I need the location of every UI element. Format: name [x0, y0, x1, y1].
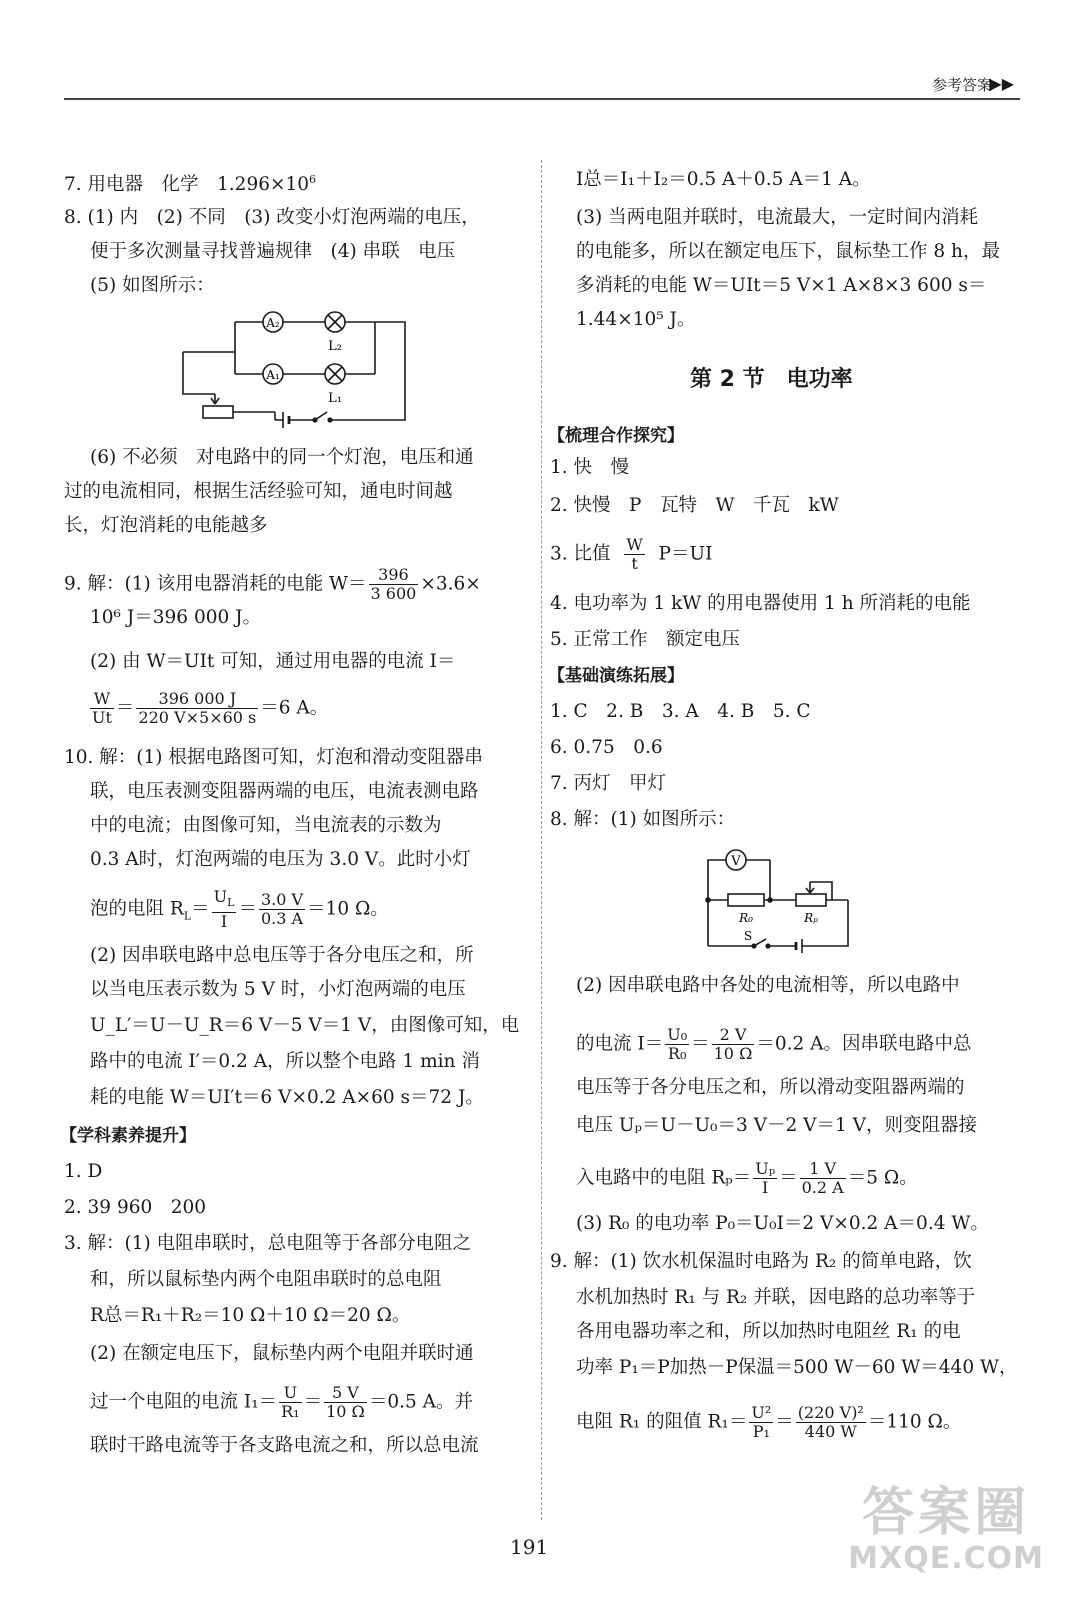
- answer-8-6-line-3: 长，灯泡消耗的电能越多: [64, 515, 268, 536]
- section-heading-review: 【梳理合作探究】: [548, 426, 684, 446]
- review-answer-1: 1. 快 慢: [550, 457, 630, 478]
- header-label: 参考答案: [931, 76, 992, 94]
- answer-10-line-7: 以当电压表示数为 5 V 时，小灯泡两端的电压: [90, 979, 466, 1000]
- page-number: 191: [510, 1535, 549, 1559]
- fraction: $\frac{396}{3 600}$: [370, 565, 417, 603]
- practice-answer-6: 6. 0.75 0.6: [550, 737, 663, 758]
- practice-answer-9-line-3: 各用电器功率之和，所以加热时电阻丝 R₁ 的电: [576, 1321, 961, 1342]
- header-arrow-icon: ▶▶: [989, 74, 1014, 93]
- literacy-answer-2: 2. 39 960 200: [64, 1197, 207, 1218]
- column-divider: [541, 160, 542, 1520]
- answer-10-line-2: 联，电压表测变阻器两端的电压，电流表测电路: [90, 781, 479, 802]
- practice-answer-8-line-3: 的电流 I＝ $\frac{\text{U₀}}{\text{R₀}}$ ＝ $\frac{2 V}{10 \Omega}$ ＝0.2 A。因串联电路中总: [576, 1025, 972, 1063]
- literacy-answer-3-line-5: 过一个电阻的电流 I₁＝ $\frac{U}{\text{R₁}}$ ＝ $\frac{5 V}{10 \Omega}$ ＝0.5 A。并: [90, 1383, 473, 1421]
- header-rule: [64, 98, 1020, 100]
- circuit-diagram-2: [698, 842, 858, 954]
- practice-answer-7: 7. 丙灯 甲灯: [550, 773, 667, 794]
- literacy-answer-3-line-2: 和，所以鼠标垫内两个电阻串联时的总电阻: [90, 1269, 442, 1290]
- answer-9-line-1: 9. 解：(1) 该用电器消耗的电能 W＝ $\frac{396}{3 600}$ ×3.6×: [64, 565, 481, 603]
- ammeter-a1-label: A₁: [266, 368, 280, 382]
- practice-answer-8-line-4: 电压等于各分电压之和，所以滑动变阻器两端的: [576, 1077, 965, 1098]
- right-line-2: (3) 当两电阻并联时，电流最大，一定时间内消耗: [576, 207, 979, 228]
- answer-7: 7. 用电器 化学 $1.296\times 10^6$: [64, 173, 317, 196]
- circuit-diagram-1: [175, 308, 415, 433]
- right-line-4: 多消耗的电能 W＝UIt＝5 V×1 A×8×3 600 s＝: [576, 275, 987, 296]
- section-heading-literacy: 【学科素养提升】: [60, 1126, 196, 1146]
- practice-answer-8-line-1: 8. 解：(1) 如图所示：: [550, 809, 736, 830]
- answer-9-line-4: $\frac{W}{Ut}$ ＝ $\frac{396 000 J}{220 V\times 5\times 60 s}$ ＝6 A。: [92, 689, 329, 727]
- answer-10-line-10: 耗的电能 W＝UI′t＝6 V×0.2 A×60 s＝72 J。: [90, 1087, 484, 1108]
- resistor-r0-label: R₀: [739, 911, 753, 925]
- practice-answer-8-line-7: (3) R₀ 的电功率 P₀＝U₀I＝2 V×0.2 A＝0.4 W。: [576, 1213, 989, 1234]
- practice-answer-8-line-5: 电压 Uₚ＝U－U₀＝3 V－2 V＝1 V，则变阻器接: [576, 1115, 978, 1136]
- practice-answer-9-line-5: 电阻 R₁ 的阻值 R₁＝ $\frac{\text{U²}}{\text{P₁}}$ ＝ $\frac{\text{(220 V)²}}{440 W}$ ＝110 Ω。: [576, 1403, 962, 1441]
- rheostat-rp-label: Rₚ: [804, 911, 818, 925]
- answer-9-line-3: (2) 由 W＝UIt 可知，通过用电器的电流 I＝: [90, 651, 456, 672]
- right-line-3: 的电能多，所以在额定电压下，鼠标垫工作 8 h，最: [576, 241, 1000, 262]
- answer-10-line-4: 0.3 A时，灯泡两端的电压为 3.0 V。此时小灯: [90, 849, 471, 870]
- literacy-answer-3-line-1: 3. 解：(1) 电阻串联时，总电阻等于各部分电阻之: [64, 1233, 472, 1254]
- review-answer-5: 5. 正常工作 额定电压: [550, 629, 741, 650]
- answer-10-line-9: 路中的电流 I′＝0.2 A，所以整个电路 1 min 消: [90, 1051, 480, 1072]
- section-heading-practice: 【基础演练拓展】: [548, 666, 684, 686]
- lamp-l2-label: L₂: [328, 339, 342, 354]
- answer-10-line-8: U_L′＝U－U_R＝6 V－5 V＝1 V，由图像可知，电: [90, 1015, 520, 1036]
- answer-8-line-1: 8. (1) 内 (2) 不同 (3) 改变小灯泡两端的电压，: [64, 207, 480, 228]
- practice-answer-1-5: 1. C 2. B 3. A 4. B 5. C: [550, 701, 811, 722]
- answer-10-line-1: 10. 解：(1) 根据电路图可知，灯泡和滑动变阻器串: [64, 747, 483, 768]
- answer-8-line-2: 便于多次测量寻找普遍规律 (4) 串联 电压: [90, 241, 456, 262]
- literacy-answer-3-line-6: 联时干路电流等于各支路电流之和，所以总电流: [90, 1435, 479, 1456]
- answer-10-line-3: 中的电流；由图像可知，当电流表的示数为: [90, 815, 442, 836]
- practice-answer-8-line-2: (2) 因串联电路中各处的电流相等，所以电路中: [576, 975, 960, 996]
- review-answer-4: 4. 电功率为 1 kW 的用电器使用 1 h 所消耗的电能: [550, 593, 971, 614]
- ammeter-a2-label: A₂: [266, 316, 280, 330]
- literacy-answer-1: 1. D: [64, 1161, 103, 1182]
- practice-answer-9-line-4: 功率 P₁＝P加热－P保温＝500 W－60 W＝440 W，: [576, 1357, 1018, 1378]
- right-line-1: I总＝I₁＋I₂＝0.5 A＋0.5 A＝1 A。: [576, 169, 871, 190]
- answer-10-line-6: (2) 因串联电路中总电压等于各分电压之和，所: [90, 945, 474, 966]
- practice-answer-9-line-1: 9. 解：(1) 饮水机保温时电路为 R₂ 的简单电路，饮: [550, 1251, 972, 1272]
- answer-10-line-5: 泡的电阻 $R_L=$ $\frac{U_L}{I}$ ＝ $\frac{3.0 V}{0.3 A}$ ＝10 Ω。: [90, 887, 389, 932]
- lamp-l1-label: L₁: [328, 391, 342, 406]
- voltmeter-label: V: [731, 854, 741, 869]
- answer-8-6-line-1: (6) 不必须 对电路中的同一个灯泡，电压和通: [90, 447, 474, 468]
- literacy-answer-3-line-3: R总＝R₁＋R₂＝10 Ω＋10 Ω＝20 Ω。: [90, 1305, 411, 1326]
- section-title: 第 2 节 电功率: [690, 367, 853, 392]
- answer-8-6-line-2: 过的电流相同，根据生活经验可知，通电时间越: [64, 481, 453, 502]
- practice-answer-8-line-6: 入电路中的电阻 Rₚ＝ $\frac{\text{Uₚ}}{I}$ ＝ $\frac{1 V}{0.2 A}$ ＝5 Ω。: [576, 1159, 918, 1197]
- review-answer-3: 3. 比值 $\frac{W}{t}$ P＝UI: [550, 535, 713, 573]
- right-line-5: 1.44×10⁵ J。: [576, 309, 696, 330]
- practice-answer-9-line-2: 水机加热时 R₁ 与 R₂ 并联，因电路的总功率等于: [576, 1287, 976, 1308]
- watermark: 答案圈 MXQE.COM: [848, 1483, 1044, 1576]
- literacy-answer-3-line-4: (2) 在额定电压下，鼠标垫内两个电阻并联时通: [90, 1343, 474, 1364]
- answer-8-line-3: (5) 如图所示：: [90, 275, 215, 296]
- switch-s-label: S: [743, 929, 753, 943]
- answer-9-line-2: 10⁶ J＝396 000 J。: [90, 607, 262, 628]
- review-answer-2: 2. 快慢 P 瓦特 W 千瓦 kW: [550, 495, 839, 516]
